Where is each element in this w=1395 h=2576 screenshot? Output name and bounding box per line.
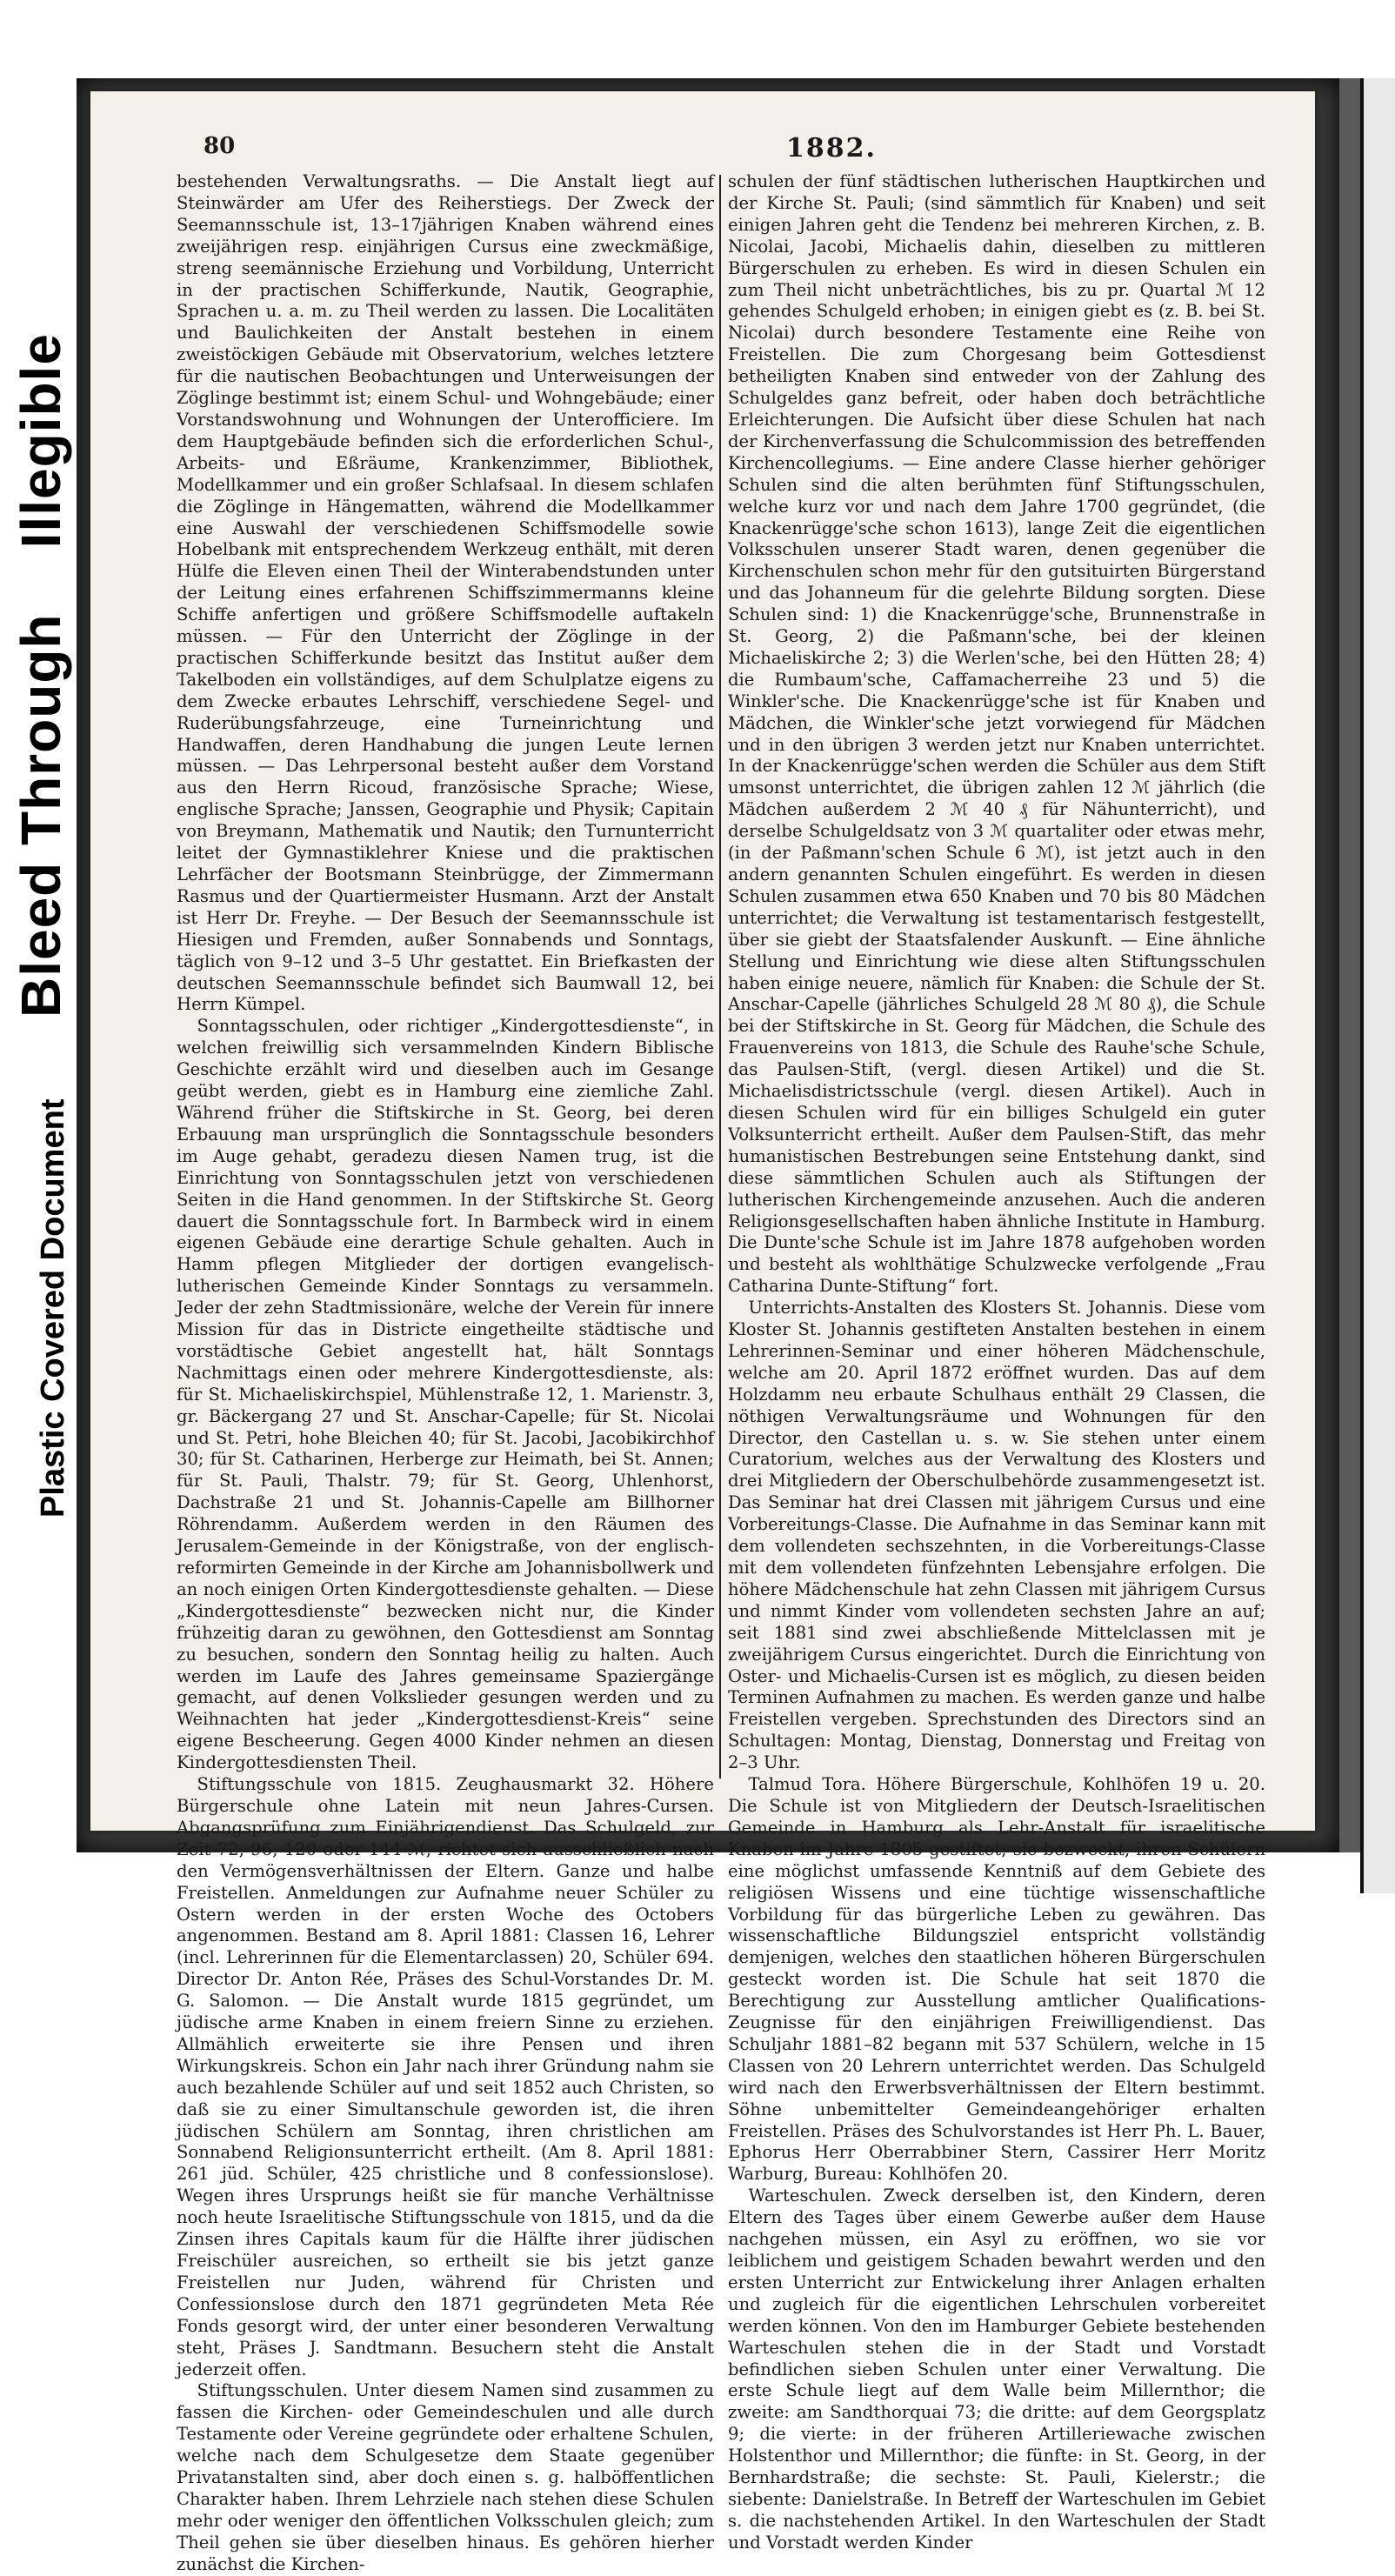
paragraph: Sonntagsschulen, oder richtiger „Kindergottesdienste“, in welchen freiwillig sich versammelnden Kindern Biblische Geschichte erzählt wird und dieselben auch im Gesange geübt werden, giebt es in Hamburg eine ziemliche Zahl. Während früher die Stiftskirche in St. Georg, bei deren Erbauung man ursprünglich die Sonntagsschule besonders im Auge gehabt, geradezu diesen Namen trug, ist die Einrichtung von Sonntagsschulen jetzt von verschiedenen Seiten in die Hand genommen. In der Stiftskirche St. Georg dauert die Sonntagsschule fort. In Barmbeck wird in einem eigenen Gebäude eine derartige Schule gehalten. Auch in Hamm pflegen Mitglieder der dortigen evangelisch-lutherischen Gemeinde Kinder Sonntags zu versammeln. Jeder der zehn Stadtmissionäre, welche der Verein für innere Mission für das in Districte eingetheilte städtische und vorstädtische Gebiet angestellt hat, hält Sonntags Nachmittags einen oder mehrere Kindergottesdienste, als: für St. Michaeliskirchspiel, Mühlenstraße 12, 1. Marienstr. 3, gr. Bäckergang 27 und St. Anschar-Capelle; für St. Nicolai und St. Petri, hohe Bleichen 40; für St. Jacobi, Jacobikirchhof 30; für St. Catharinen, Herberge zur Heimath, bei St. Annen; für St. Pauli, Thalstr. 79; für St. Georg, Uhlenhorst, Dachstraße 21 und St. Johannis-Capelle am Billhorner Röhrendamm. Außerdem werden in den Räumen des Jerusalem-Gemeinde in der Königstraße, von der englisch-reformirten Gemeinde in der Kirche am Johannisbollwerk und an noch einigen Orten Kindergottesdienste gehalten. — Diese „Kindergottesdienste“ bezwecken nicht nur, die Kinder frühzeitig daran zu gewöhnen, den Gottesdienst am Sonntag zu besuchen, sondern den Sonntag heilig zu halten. Auch werden im Laufe des Jahres gemeinsame Spaziergänge gemacht, auf denen Volkslieder gesungen werden und zu Weihnachten hat jeder „Kindergottesdienst-Kreis“ seine eigene Bescheerung. Gegen 4000 Kinder nehmen an diesen Kindergottesdiensten Theil. xyxy=(177,1016,714,1773)
paragraph: Unterrichts-Anstalten des Klosters St. Johannis. Diese vom Kloster St. Johannis gestifteten Anstalten bestehen in einem Lehrerinnen-Seminar und einer höheren Mädchenschule, welche am 20. April 1872 eröffnet wurden. Das auf dem Holzdamm neu erbaute Schulhaus enthält 29 Classen, die nöthigen Verwaltungsräume und Wohnungen für den Director, den Castellan u. s. w. Sie stehen unter einem Curatorium, welches aus der Verwaltung des Klosters und drei Mitgliedern der Oberschulbehörde zusammengesetzt ist. Das Seminar hat drei Classen mit jährigem Cursus und eine Vorbereitungs-Classe. Die Aufnahme in das Seminar kann mit dem vollendeten sechszehnten, in die Vorbereitungs-Classe mit dem vollendeten fünfzehnten Lebensjahre erfolgen. Die höhere Mädchenschule hat zehn Classen mit jährigem Cursus und nimmt Kinder vom vollendeten sechsten Jahre an auf; seit 1881 sind zwei abschließende Mittelclassen mit je zweijährigem Cursus eingerichtet. Durch die Einrichtung von Oster- und Michaelis-Cursen ist es möglich, zu diesen beiden Terminen Aufnahmen zu machen. Es werden ganze und halbe Freistellen vergeben. Sprechstunden des Directors sind an Schultagen: Montag, Dienstag, Donnerstag und Freitag von 2–3 Uhr. xyxy=(728,1298,1265,1773)
left-column xyxy=(177,171,714,2574)
paragraph: Talmud Tora. Höhere Bürgerschule, Kohlhöfen 19 u. 20. Die Schule ist von Mitgliedern der Deutsch-Israelitischen Gemeinde in Hamburg als Lehr-Anstalt für israelitische Knaben im Jahre 1805 gestiftet; sie bezweckt, ihren Schülern eine möglichst umfassende Kenntniß auf dem Gebiete des religiösen Wissens und eine tüchtige wissenschaftliche Vorbildung für das bürgerliche Leben zu gewähren. Das wissenschaftliche Bildungsziel entspricht vollständig demjenigen, welches den staatlichen höheren Bürgerschulen gesteckt worden ist. Die Schule hat seit 1870 die Berechtigung zur Ausstellung amtlicher Qualifications-Zeugnisse für den einjährigen Freiwilligendienst. Das Schuljahr 1881–82 begann mit 537 Schülern, welche in 15 Classen von 20 Lehrern unterrichtet werden. Das Schulgeld wird nach den Erwerbsverhältnissen der Eltern bestimmt. Söhne unbemittelter Gemeindeangehöriger erhalten Freistellen. Präses des Schulvorstandes ist Herr Ph. L. Bauer, Ephorus Herr Oberrabbiner Stern, Cassirer Herr Moritz Warburg, Bureau: Kohlhöfen 20. xyxy=(728,1774,1265,2185)
plastic-covered-label: Plastic Covered Document xyxy=(35,1098,71,1518)
page-number: 80 xyxy=(204,133,236,159)
right-page-edge xyxy=(1339,78,1360,1852)
page-year: 1882. xyxy=(786,133,877,164)
bleed-through-label: Bleed Through Illegible xyxy=(10,333,72,1018)
column-divider xyxy=(719,175,721,1779)
right-column xyxy=(728,171,1265,2553)
paragraph: Stiftungsschule von 1815. Zeughausmarkt 32. Höhere Bürgerschule ohne Latein mit neun Jahres-Cursen. Abgangsprüfung zum Einjährigendienst. Das Schulgeld, zur Zeit 72, 96, 120 oder 144 ℳ, richtet sich ausschließlich nach den Vermögensverhältnissen der Eltern. Ganze und halbe Freistellen. Anmeldungen zur Aufnahme neuer Schüler zu Ostern werden in der ersten Woche des Octobers angenommen. Bestand am 8. April 1881: Classen 16, Lehrer (incl. Lehrerinnen für die Elementarclassen) 20, Schüler 694. Director Dr. Anton Rée, Präses des Schul-Vorstandes Dr. M. G. Salomon. — Die Anstalt wurde 1815 gegründet, um jüdische arme Knaben in einem freiern Sinne zu erziehen. Allmählich erweiterte sie ihre Pensen und ihren Wirkungskreis. Schon ein Jahr nach ihrer Gründung nahm sie auch bezahlende Schüler auf und seit 1852 auch Christen, so daß sie zu einer Simultanschule geworden ist, die ihren jüdischen Schülern am Sonntag, ihren christlichen am Sonnabend Religionsunterricht ertheilt. (Am 8. April 1881: 261 jüd. Schüler, 425 christliche und 8 confessionslose). Wegen ihres Ursprungs heißt sie für manche Verhältnisse noch heute Israelitische Stiftungsschule von 1815, und da die Zinsen ihres Capitals kaum für die Hälfte ihrer jüdischen Freischüler ausreichen, so ertheilt sie bis jetzt ganze Freistellen nur Juden, während für Christen und Confessionslose durch den 1871 gegründeten Meta Rée Fonds gesorgt wird, der unter einer besonderen Verwaltung steht, Präses J. Sandtmann. Besuchern steht die Anstalt jederzeit offen. xyxy=(177,1774,714,2379)
paragraph: Stiftungsschulen. Unter diesem Namen sind zusammen zu fassen die Kirchen- oder Gemeindeschulen und alle durch Testamente oder Vereine gegründete oder erhaltene Schulen, welche nach dem Schulgesetze dem Staate gegenüber Privatanstalten sind, aber doch einen s. g. halböffentlichen Charakter haben. Ihrem Lehrziele nach stehen diese Schulen mehr oder weniger den öffentlichen Volksschulen gleich; zum Theil gehen sie über dieselben hinaus. Es gehören hierher zunächst die Kirchen- xyxy=(177,2380,714,2574)
paragraph: bestehenden Verwaltungsraths. — Die Anstalt liegt auf Steinwärder am Ufer des Reiherstiegs. Der Zweck der Seemannsschule ist, 13–17jährigen Knaben während eines zweijährigen resp. einjährigen Cursus eine zweckmäßige, streng seemännische Erziehung und Vorbildung, Unterricht in der practischen Schifferkunde, Nautik, Geographie, Sprachen u. a. m. zu Theil werden zu lassen. Die Localitäten und Baulichkeiten der Anstalt bestehen in einem zweistöckigen Gebäude mit Observatorium, welches letztere für die nautischen Beobachtungen und Unterweisungen der Zöglinge bestimmt ist; einem Schul- und Wohngebäude; einer Vorstandswohnung und Wohnungen der Unterofficiere. Im dem Hauptgebäude befinden sich die erforderlichen Schul-, Arbeits- und Eßräume, Krankenzimmer, Bibliothek, Modellkammer und ein großer Schlafsaal. In diesem schlafen die Zöglinge in Hängematten, während die Modellkammer eine Auswahl der verschiedenen Schiffsmodelle sowie Hobelbank mit entsprechendem Werkzeug enthält, mit deren Hülfe die Eleven einen Theil der Winterabendstunden unter der Leitung eines erfahrenen Schiffszimmermanns kleine Schiffe anfertigen und größere Schiffsmodelle auftakeln müssen. — Für den Unterricht der Zöglinge in der practischen Schifferkunde besitzt das Institut außer dem Takelboden ein vollständiges, auf dem Schulplatze eigens zu dem Zwecke erbautes Lehrschiff, verschiedene Segel- und Ruderübungsfahrzeuge, eine Turneinrichtung und Handwaffen, deren Handhabung die jungen Leute lernen müssen. — Das Lehrpersonal besteht außer dem Vorstand aus den Herrn Ricoud, französische Sprache; Wiese, englische Sprache; Janssen, Geographie und Physik; Capitain von Breymann, Mathematik und Nautik; den Turnunterricht leitet der Gymnastiklehrer Kniese und die praktischen Lehrfächer der Bootsmann Steinbrügge, der Zimmermann Rasmus und der Quartiermeister Husmann. Arzt der Anstalt ist Herr Dr. Freyhe. — Der Besuch der Seemannsschule ist Hiesigen und Fremden, außer Sonnabends und Sonntags, täglich von 9–12 und 3–5 Uhr gestattet. Ein Briefkasten der deutschen Seemannsschule befindet sich Baumwall 12, bei Herrn Kümpel. xyxy=(177,171,714,1015)
document-page xyxy=(90,91,1315,2574)
page-header xyxy=(204,133,1280,168)
paragraph: schulen der fünf städtischen lutherischen Hauptkirchen und der Kirche St. Pauli; (sind sämmtlich für Knaben) und seit einigen Jahren geht die Tendenz bei mehreren Kirchen, z. B. Nicolai, Jacobi, Michaelis dahin, dieselben zu mittleren Bürgerschulen zu erheben. Es wird in diesen Schulen ein zum Theil nicht unbeträchtliches, bis zu pr. Quartal ℳ 12 gehendes Schulgeld erhoben; in einigen giebt es (z. B. bei St. Nicolai) durch besondere Testamente eine Reihe von Freistellen. Die zum Chorgesang beim Gottesdienst betheiligten Knaben sind entweder von der Zahlung des Schulgeldes ganz befreit, oder haben doch beträchtliche Erleichterungen. Die Aufsicht über diese Schulen hat nach der Kirchenverfassung die Schulcommission des betreffenden Kirchencollegiums. — Eine andere Classe hierher gehöriger Schulen sind die alten berühmten fünf Stiftungsschulen, welche kurz vor und nach dem Jahre 1700 gegründet, (die Knackenrügge'sche schon 1613), lange Zeit die eigentlichen Volksschulen unserer Stadt waren, denen gegenüber die Kirchenschulen schon mehr für den gutsituirten Bürgerstand und das Johanneum für die gelehrte Bildung sorgten. Diese Schulen sind: 1) die Knackenrügge'sche, Brunnenstraße in St. Georg, 2) die Paßmann'sche, bei der kleinen Michaeliskirche 2; 3) die Werlen'sche, bei den Hütten 28; 4) die Rumbaum'sche, Caffamacherreihe 23 und 5) die Winkler'sche. Die Knackenrügge'sche ist für Knaben und Mädchen, die Winkler'sche jetzt vorwiegend für Mädchen und in den übrigen 3 werden jetzt nur Knaben unterrichtet. In der Knackenrügge'schen werden die Schüler aus dem Stift umsonst unterrichtet, die übrigen zahlen 12 ℳ jährlich (die Mädchen außerdem 2 ℳ 40 ₰ für Nähunterricht), und derselbe Schulgeldsatz von 3 ℳ quartaliter oder etwas mehr, (in der Paßmann'schen Schule 6 ℳ), ist jetzt auch in den andern genannten Schulen eingeführt. Es werden in diesen Schulen zusammen etwa 650 Knaben und 70 bis 80 Mädchen unterrichtet; die Verwaltung ist testamentarisch festgestellt, über sie giebt der Staatsfalender Auskunft. — Eine ähnliche Stellung und Einrichtung wie diese alten Stiftungsschulen haben einige neuere, nämlich für Knaben: die Schule der St. Anschar-Capelle (jährliches Schulgeld 28 ℳ 80 ₰), die Schule bei der Stiftskirche in St. Georg für Mädchen, die Schule des Frauenvereins von 1813, die Schule des Rauhe'sche Schule, das Paulsen-Stift, (vergl. diesen Artikel) und die St. Michaelisdistrictsschule (vergl. diesen Artikel). Auch in diesen Schulen wird für ein billiges Schulgeld ein guter Volksunterricht ertheilt. Außer dem Paulsen-Stift, das mehr humanistischen Bestrebungen seine Entstehung dankt, sind diese sämmtlichen Schulen auch als Stiftungen der lutherischen Kirchengemeinde anzusehen. Auch die anderen Religionsgesellschaften haben ähnliche Institute in Hamburg. Die Dunte'sche Schule ist im Jahre 1878 aufgehoben worden und besteht als wohlthätige Schulzwecke verfolgende „Frau Catharina Dunte-Stiftung“ fort. xyxy=(728,171,1265,1297)
side-label-strip xyxy=(0,0,78,1893)
adjacent-page-strip xyxy=(1360,78,1395,1893)
paragraph: Warteschulen. Zweck derselben ist, den Kindern, deren Eltern des Tages über einem Gewerbe außer dem Hause nachgehen müssen, ein Asyl zu eröffnen, wo sie vor leiblichem und geistigem Schaden bewahrt werden und den ersten Unterricht zur Entwickelung ihrer Anlagen erhalten und zugleich für die eigentlichen Lehrschulen vorbereitet werden können. Von den im Hamburger Gebiete bestehenden Warteschulen stehen die in der Stadt und Vorstadt befindlichen sieben Schulen unter einer Verwaltung. Die erste Schule liegt auf dem Walle beim Millernthor; die zweite: am Sandthorquai 73; die dritte: auf dem Georgsplatz 9; die vierte: in der früheren Artilleriewache zwischen Holstenthor und Millernthor; die fünfte: in St. Georg, in der Bernhardstraße; die sechste: St. Pauli, Kielerstr.; die siebente: Danielstraße. In Betreff der Warteschulen im Gebiet s. die nachstehenden Artikel. In den Warteschulen der Stadt und Vorstadt werden Kinder xyxy=(728,2186,1265,2553)
